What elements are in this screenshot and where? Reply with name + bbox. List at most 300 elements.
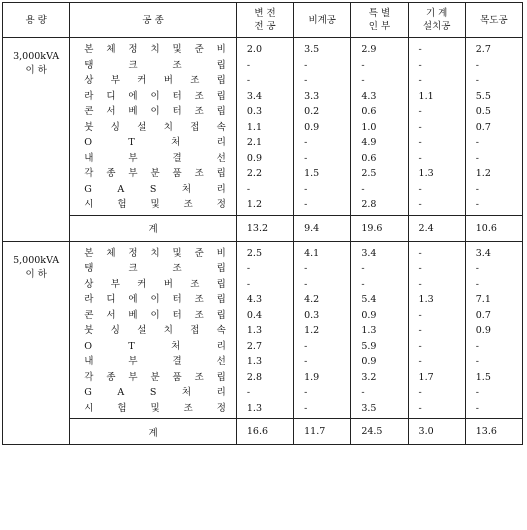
value-cell: -	[475, 199, 479, 210]
work-item-char: 부	[128, 371, 138, 383]
value-cell: -	[304, 356, 308, 367]
value-cell: -	[418, 137, 422, 148]
total-value: 24.5	[351, 419, 408, 445]
value-cell: 0.6	[361, 106, 377, 117]
work-item-char: 정	[216, 199, 226, 210]
work-item	[70, 385, 236, 401]
value-cell: -	[304, 278, 308, 290]
value-cell: 0.9	[475, 325, 491, 336]
work-item-char: 조	[190, 278, 200, 290]
work-item-char: 종	[106, 371, 116, 383]
value-cell: 2.1	[246, 137, 262, 148]
work-item-char: 결	[172, 356, 182, 367]
work-item-char: 정	[216, 402, 226, 414]
work-item-char: 품	[172, 168, 182, 179]
value-cell: -	[418, 59, 422, 71]
work-item-char: 버	[163, 75, 173, 86]
work-item-char: 리	[216, 387, 226, 398]
header-work: 공 종	[70, 3, 237, 38]
value-cell: 2.0	[246, 44, 262, 55]
work-item-char: T	[128, 137, 135, 148]
header-line: 전 공	[254, 21, 276, 32]
value-cell: -	[304, 183, 308, 195]
total-value: 16.6	[236, 419, 293, 445]
work-item-char: 립	[216, 263, 226, 274]
capacity-label: 5,000kVA	[13, 254, 60, 266]
value-cell: -	[304, 263, 308, 274]
work-item-char: 디	[106, 294, 116, 305]
work-item-char: 리	[216, 340, 226, 352]
value-cell: 2.9	[361, 44, 377, 55]
work-item-char: 조	[172, 59, 182, 71]
work-item-char: 종	[106, 168, 116, 179]
total-row	[3, 215, 523, 241]
value-cell: -	[418, 340, 422, 352]
work-item-char: 체	[106, 247, 116, 259]
header-row	[3, 3, 523, 38]
work-item-char: 터	[172, 90, 182, 102]
work-item-char: 라	[84, 294, 94, 305]
value-cell: 1.5	[475, 371, 491, 383]
work-item-char: 선	[216, 152, 226, 164]
value-cell: 0.2	[304, 106, 320, 117]
header-line: 설치공	[422, 21, 451, 32]
value-cell: -	[475, 137, 479, 148]
value-cell: -	[304, 199, 308, 210]
value-cell: -	[304, 402, 308, 414]
work-item-char: 조	[194, 90, 204, 102]
total-value: 13.6	[465, 419, 522, 445]
value-cell: 0.9	[361, 309, 377, 321]
work-item-char: 에	[128, 90, 138, 102]
work-item	[70, 197, 236, 213]
value-cell: 3.5	[361, 402, 377, 414]
value-cell: 3.4	[475, 247, 491, 259]
work-item-char: 치	[150, 247, 160, 259]
value-column-cell	[408, 241, 465, 419]
value-cell: -	[246, 183, 251, 195]
value-cell: -	[361, 387, 365, 398]
work-item-char: 베	[128, 309, 138, 321]
value-cell: -	[418, 309, 422, 321]
total-value: 10.6	[465, 215, 522, 241]
work-item-char: 속	[216, 121, 226, 133]
work-item-char: 비	[216, 247, 226, 259]
work-item-char: 립	[216, 90, 226, 102]
work-item-char: 탱	[84, 59, 94, 71]
value-cell: 0.3	[246, 106, 262, 117]
value-cell: 5.9	[361, 340, 377, 352]
work-item-char: 콘	[84, 106, 94, 117]
work-item-char: 서	[106, 309, 116, 321]
value-cell: -	[418, 247, 422, 259]
work-item	[70, 182, 236, 198]
header-line: 목도공	[480, 14, 508, 26]
value-cell: -	[418, 402, 422, 414]
work-item-char: 립	[216, 75, 226, 86]
work-item-char: 조	[194, 371, 204, 383]
work-item-char: 싱	[110, 121, 120, 133]
work-item-char: 부	[110, 75, 120, 86]
value-cell: -	[246, 263, 251, 274]
value-cell: -	[246, 59, 251, 71]
work-item-char: 부	[128, 356, 138, 367]
value-cell: -	[304, 340, 308, 352]
work-item-char: 체	[106, 44, 116, 55]
work-item-char: 터	[172, 106, 182, 117]
work-item-char: 서	[106, 106, 116, 117]
value-cell: -	[418, 387, 422, 398]
work-item-char: 각	[84, 168, 94, 179]
value-cell: -	[304, 137, 308, 148]
value-cell: 3.5	[304, 44, 320, 55]
value-cell: -	[418, 152, 422, 164]
work-item-char: 조	[190, 75, 200, 86]
work-items-cell	[70, 241, 237, 419]
header-capacity: 용 량	[3, 3, 70, 38]
value-cell: 2.8	[361, 199, 377, 210]
work-item-char: 라	[84, 90, 94, 102]
value-cell: -	[418, 278, 422, 290]
header-col-4	[408, 3, 465, 38]
value-cell: 5.5	[475, 90, 491, 102]
work-item-char: 디	[106, 90, 116, 102]
value-column-cell	[236, 38, 293, 216]
work-item-char: A	[117, 183, 125, 195]
capacity-label: 이 하	[25, 268, 47, 280]
value-cell: 1.5	[304, 168, 320, 179]
value-cell: 2.8	[246, 371, 262, 383]
value-cell: 4.9	[361, 137, 377, 148]
work-item-char: 부	[128, 152, 138, 164]
work-item-char: 조	[183, 199, 193, 210]
work-item-char: 베	[128, 106, 138, 117]
total-value: 3.0	[408, 419, 465, 445]
value-cell: 0.3	[304, 309, 320, 321]
work-item-char: 이	[150, 90, 160, 102]
work-item-char: 싱	[110, 325, 120, 336]
work-item-char: O	[84, 340, 93, 352]
header-col-4-label	[409, 7, 465, 33]
work-item-char: 품	[172, 371, 182, 383]
header-line: 변 전	[254, 8, 276, 19]
work-item-char: 설	[137, 121, 147, 133]
value-cell: -	[418, 199, 422, 210]
work-item-char: 험	[117, 199, 127, 210]
work-item-char: 립	[216, 278, 226, 290]
work-item-char: 조	[194, 309, 204, 321]
value-cell: 2.7	[246, 340, 262, 352]
work-item	[70, 151, 236, 167]
value-cell: -	[475, 59, 479, 71]
work-item-char: 립	[216, 294, 226, 305]
work-item-char: 분	[150, 168, 160, 179]
value-cell: 1.3	[418, 294, 434, 305]
total-value: 13.2	[236, 215, 293, 241]
value-cell: -	[304, 59, 308, 71]
work-item	[70, 292, 236, 308]
work-item	[70, 277, 236, 293]
value-cell: 1.2	[246, 199, 262, 210]
work-item-char: 및	[150, 402, 160, 414]
work-item-char: 립	[216, 59, 226, 71]
total-value: 19.6	[351, 215, 408, 241]
work-item-char: T	[128, 340, 135, 352]
work-item-char: 정	[128, 44, 138, 55]
work-item-char: 처	[171, 137, 181, 148]
total-label: 계	[70, 419, 237, 445]
total-value: 2.4	[408, 215, 465, 241]
value-cell: -	[475, 278, 479, 290]
group-row	[3, 241, 523, 419]
work-item-char: 본	[84, 247, 94, 259]
value-cell: 3.4	[361, 247, 377, 259]
work-item-char: 커	[137, 75, 147, 86]
total-row	[3, 419, 523, 445]
value-cell: 4.3	[361, 90, 377, 102]
value-cell: 1.3	[361, 325, 377, 336]
value-cell: -	[475, 75, 479, 86]
value-column-cell	[294, 38, 351, 216]
work-item	[70, 308, 236, 324]
work-item	[70, 42, 236, 58]
value-cell: -	[418, 75, 422, 86]
work-item	[70, 89, 236, 105]
value-cell: 0.4	[246, 309, 262, 321]
value-column-cell	[351, 38, 408, 216]
work-item	[70, 339, 236, 355]
header-col-3-label	[351, 7, 407, 33]
value-cell: -	[475, 183, 479, 195]
value-cell: -	[418, 183, 422, 195]
header-line: 인 부	[368, 21, 391, 32]
value-column-cell	[465, 38, 522, 216]
work-item-char: 내	[84, 356, 94, 367]
value-cell: 1.3	[246, 356, 262, 367]
total-value: 11.7	[294, 419, 351, 445]
work-item-char: O	[84, 137, 93, 148]
value-cell: 1.7	[418, 371, 434, 383]
work-item-char: 상	[84, 75, 94, 86]
work-item-char: G	[84, 387, 92, 398]
capacity-cell	[3, 241, 70, 445]
value-cell: -	[361, 59, 365, 71]
value-cell: -	[361, 75, 365, 86]
value-cell: -	[246, 278, 251, 290]
value-cell: 0.6	[361, 152, 377, 164]
work-item-char: 처	[181, 387, 192, 398]
work-item-char: 콘	[84, 309, 94, 321]
work-item	[70, 261, 236, 277]
value-cell: -	[418, 356, 422, 367]
total-value: 9.4	[294, 215, 351, 241]
labor-table	[2, 2, 523, 445]
value-cell: 4.3	[246, 294, 262, 305]
header-col-2-label	[294, 14, 350, 27]
work-item-char: 이	[150, 106, 160, 117]
value-cell: 1.1	[246, 121, 262, 133]
work-item-char: 선	[216, 356, 226, 367]
header-line: 기 계	[425, 8, 448, 19]
work-item	[70, 120, 236, 136]
work-item-char: 조	[183, 402, 193, 414]
value-cell: 3.3	[304, 90, 320, 102]
work-item	[70, 104, 236, 120]
work-item	[70, 73, 236, 89]
work-item-char: 크	[128, 263, 138, 274]
header-col-1-label	[237, 7, 293, 33]
value-cell: -	[304, 152, 308, 164]
work-item-char: 시	[84, 402, 94, 414]
work-item-char: 치	[163, 325, 173, 336]
value-cell: -	[418, 121, 422, 133]
value-column-cell	[351, 241, 408, 419]
work-item-char: 분	[150, 371, 160, 383]
work-item-char: 조	[194, 168, 204, 179]
value-cell: 4.1	[304, 247, 320, 259]
work-item-char: G	[84, 183, 92, 195]
value-cell: -	[246, 75, 251, 86]
value-cell: 1.3	[246, 402, 262, 414]
work-item	[70, 323, 236, 339]
value-cell: 3.4	[246, 90, 262, 102]
value-cell: 0.9	[246, 152, 262, 164]
work-item-char: 탱	[84, 263, 94, 274]
work-item-char: 치	[163, 121, 173, 133]
header-line: 특 별	[368, 8, 391, 19]
work-item-char: 설	[137, 325, 147, 336]
value-cell: 0.7	[475, 309, 491, 321]
work-item-char: 조	[194, 106, 204, 117]
work-item-char: 정	[128, 247, 138, 259]
work-item-char: 조	[172, 263, 182, 274]
work-item-char: 준	[194, 247, 204, 259]
work-item-char: 각	[84, 371, 94, 383]
value-cell: 0.9	[361, 356, 377, 367]
work-item-char: 비	[216, 44, 226, 55]
work-item-char: 커	[137, 278, 147, 290]
value-cell: -	[475, 340, 479, 352]
value-cell: -	[475, 152, 479, 164]
work-item-char: 부	[110, 278, 120, 290]
value-cell: -	[475, 263, 479, 274]
work-item-char: 립	[216, 106, 226, 117]
header-col-1	[236, 3, 293, 38]
work-item-char: 시	[84, 199, 94, 210]
value-cell: 1.9	[304, 371, 320, 383]
work-item-char: 험	[117, 402, 127, 414]
work-item-char: 립	[216, 168, 226, 179]
value-cell: 3.2	[361, 371, 377, 383]
total-label: 계	[70, 215, 237, 241]
work-item	[70, 58, 236, 74]
value-cell: 0.9	[304, 121, 320, 133]
value-cell: -	[475, 356, 479, 367]
work-item-char: 및	[150, 199, 160, 210]
value-cell: -	[361, 263, 365, 274]
group-row	[3, 38, 523, 216]
work-item-char: 부	[128, 168, 138, 179]
value-cell: 1.3	[246, 325, 262, 336]
work-item-char: 및	[172, 247, 182, 259]
value-cell: 2.2	[246, 168, 262, 179]
work-item-char: 립	[216, 309, 226, 321]
value-cell: 1.2	[304, 325, 320, 336]
work-item-char: 리	[216, 137, 226, 148]
value-cell: -	[361, 183, 365, 195]
header-col-5-label	[466, 14, 522, 27]
work-item-char: 리	[216, 183, 226, 195]
work-item-char: 터	[172, 294, 182, 305]
work-item	[70, 135, 236, 151]
work-item-char: 버	[163, 278, 173, 290]
capacity-label: 이 하	[25, 65, 47, 76]
value-cell: 5.4	[361, 294, 377, 305]
value-cell: 4.2	[304, 294, 320, 305]
work-item-char: 처	[171, 340, 181, 352]
value-column-cell	[408, 38, 465, 216]
work-item-char: 속	[216, 325, 226, 336]
work-item-char: 붓	[84, 325, 94, 336]
work-item	[70, 354, 236, 370]
work-item-char: 처	[181, 183, 192, 195]
work-item-char: 준	[194, 44, 204, 55]
work-item-char: 이	[150, 309, 160, 321]
work-item-char: 립	[216, 371, 226, 383]
work-item	[70, 370, 236, 386]
work-item-char: 및	[172, 44, 182, 55]
work-item-char: 터	[172, 309, 182, 321]
value-cell: -	[475, 402, 479, 414]
work-item-char: 크	[128, 59, 138, 71]
work-item-char: 붓	[84, 121, 94, 133]
work-item-char: 치	[150, 44, 160, 55]
value-cell: 0.5	[475, 106, 491, 117]
work-item-char: 내	[84, 152, 94, 164]
value-cell: 1.0	[361, 121, 377, 133]
work-item-char: 상	[84, 278, 94, 290]
header-line: 비계공	[308, 14, 336, 26]
value-cell: 2.5	[361, 168, 377, 179]
value-cell: 0.7	[475, 121, 491, 133]
work-item-char: 에	[128, 294, 138, 305]
value-cell: -	[418, 106, 422, 117]
work-item-char: 조	[194, 294, 204, 305]
header-col-3	[351, 3, 408, 38]
value-cell: 1.3	[418, 168, 434, 179]
value-cell: -	[475, 387, 479, 398]
value-cell: 1.2	[475, 168, 491, 179]
capacity-label: 3,000kVA	[13, 51, 60, 62]
work-item-char: 결	[172, 152, 182, 164]
work-item-char: 접	[190, 325, 200, 336]
work-items-cell	[70, 38, 237, 216]
work-item-char: A	[117, 387, 125, 398]
value-column-cell	[465, 241, 522, 419]
value-column-cell	[236, 241, 293, 419]
value-cell: -	[246, 387, 251, 398]
value-cell: 7.1	[475, 294, 491, 305]
value-cell: 2.5	[246, 247, 262, 259]
header-col-5	[465, 3, 522, 38]
header-col-2	[294, 3, 351, 38]
work-item	[70, 166, 236, 182]
work-item-char: 본	[84, 44, 94, 55]
work-item-char: S	[149, 183, 157, 195]
value-cell: -	[418, 44, 422, 55]
work-item-char: S	[149, 387, 157, 398]
value-cell: 1.1	[418, 90, 434, 102]
